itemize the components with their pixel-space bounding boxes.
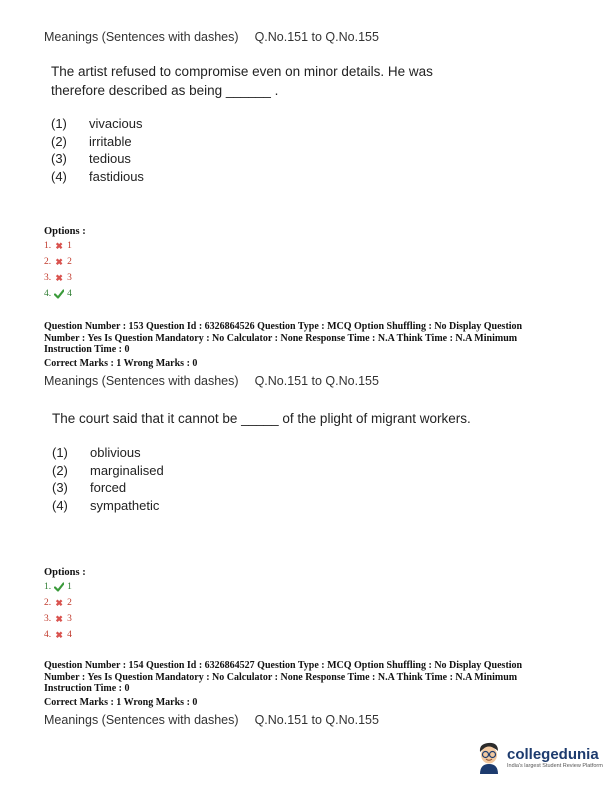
choice-number: (3): [51, 151, 67, 167]
question-line: The court said that it cannot be _____ of the plight of migrant workers.: [52, 411, 471, 426]
choice-text: marginalised: [90, 462, 164, 478]
option-item: [44, 627, 72, 643]
options-title: Options :: [44, 567, 86, 578]
options-title: Options :: [44, 226, 86, 237]
option-value: 4: [67, 630, 72, 640]
option-item: [44, 595, 72, 611]
meta-line: Number : Yes Is Question Mandatory : No Calculator : None Response Time : N.A Think Time : N.A Minimum: [44, 332, 518, 344]
choice-number: (4): [52, 497, 68, 513]
option-label: 2.: [44, 598, 52, 608]
question-range: Q.No.151 to Q.No.155: [254, 713, 379, 727]
question-line: The artist refused to compromise even on minor details. He was: [51, 64, 433, 79]
choice-list: [52, 444, 164, 514]
choice-item: [52, 462, 164, 480]
collegedunia-logo: [474, 740, 603, 774]
choice-item: [52, 444, 164, 462]
option-label: 4.: [44, 630, 52, 640]
question-text: [52, 409, 471, 428]
choice-number: (3): [52, 480, 68, 496]
meta-line: Question Number : 154 Question Id : 6326864527 Question Type : MCQ Option Shuffling : No Display Question: [44, 660, 523, 671]
choice-number: (4): [51, 168, 67, 184]
option-label: 3.: [44, 273, 52, 283]
option-item: [44, 254, 72, 270]
meta-line: Instruction Time : 0: [44, 344, 130, 355]
choice-list: [51, 115, 144, 185]
marks-line: Correct Marks : 1 Wrong Marks : 0: [44, 357, 198, 369]
section-title: Meanings (Sentences with dashes): [44, 374, 239, 388]
option-item-correct: [44, 286, 72, 302]
section-title: Meanings (Sentences with dashes): [44, 713, 239, 727]
checkmark-icon: [54, 582, 64, 592]
option-value: 4: [67, 289, 72, 299]
question-range: Q.No.151 to Q.No.155: [254, 30, 379, 44]
options-list: [44, 238, 72, 302]
choice-item: [51, 133, 144, 151]
option-label: 2.: [44, 257, 52, 267]
question-line: therefore described as being ______ .: [51, 83, 279, 98]
choice-number: (1): [51, 116, 67, 132]
choice-item: [51, 150, 144, 168]
option-label: 1.: [44, 241, 52, 251]
option-value: 2: [67, 598, 72, 608]
question-meta: [44, 321, 564, 369]
option-value: 3: [67, 614, 72, 624]
logo-name: collegedunia: [507, 745, 599, 763]
checkmark-icon: [54, 289, 64, 299]
choice-text: tedious: [89, 151, 131, 167]
option-item: [44, 270, 72, 286]
cross-icon: ✖: [55, 241, 63, 251]
option-item-correct: [44, 579, 72, 595]
choice-text: fastidious: [89, 168, 144, 184]
choice-text: vivacious: [89, 116, 143, 132]
option-label: 3.: [44, 614, 52, 624]
option-item: [44, 238, 72, 254]
choice-text: irritable: [89, 133, 132, 149]
choice-item: [51, 168, 144, 186]
choice-item: [52, 497, 164, 515]
options-list: [44, 579, 72, 643]
cross-icon: ✖: [55, 273, 63, 283]
meta-line: Instruction Time : 0: [44, 683, 130, 694]
question-text: [51, 62, 433, 100]
meta-line: Question Number : 153 Question Id : 6326864526 Question Type : MCQ Option Shuffling : No Display Question: [44, 321, 523, 332]
choice-item: [52, 479, 164, 497]
cross-icon: ✖: [55, 614, 63, 624]
option-item: [44, 611, 72, 627]
choice-number: (2): [52, 462, 68, 478]
marks-line: Correct Marks : 1 Wrong Marks : 0: [44, 696, 198, 708]
mascot-icon: [474, 740, 504, 774]
choice-text: forced: [90, 480, 127, 496]
question-meta: [44, 660, 564, 708]
option-label: 4.: [44, 289, 52, 299]
option-label: 1.: [44, 582, 52, 592]
choice-item: [51, 115, 144, 133]
option-value: 1: [67, 582, 72, 592]
cross-icon: ✖: [55, 630, 63, 640]
section-header: [44, 30, 379, 44]
choice-text: sympathetic: [90, 497, 160, 513]
option-value: 1: [67, 241, 72, 251]
section-header: [44, 374, 379, 388]
choice-number: (2): [51, 133, 67, 149]
meta-line: Number : Yes Is Question Mandatory : No Calculator : None Response Time : N.A Think Time : N.A Minimum: [44, 671, 518, 683]
choice-number: (1): [52, 445, 68, 461]
option-value: 3: [67, 273, 72, 283]
cross-icon: ✖: [55, 598, 63, 608]
option-value: 2: [67, 257, 72, 267]
choice-text: oblivious: [90, 445, 141, 461]
section-title: Meanings (Sentences with dashes): [44, 30, 239, 44]
section-header: [44, 713, 379, 727]
question-range: Q.No.151 to Q.No.155: [254, 374, 379, 388]
logo-tagline: India's largest Student Review Platform: [507, 762, 603, 769]
cross-icon: ✖: [55, 257, 63, 267]
